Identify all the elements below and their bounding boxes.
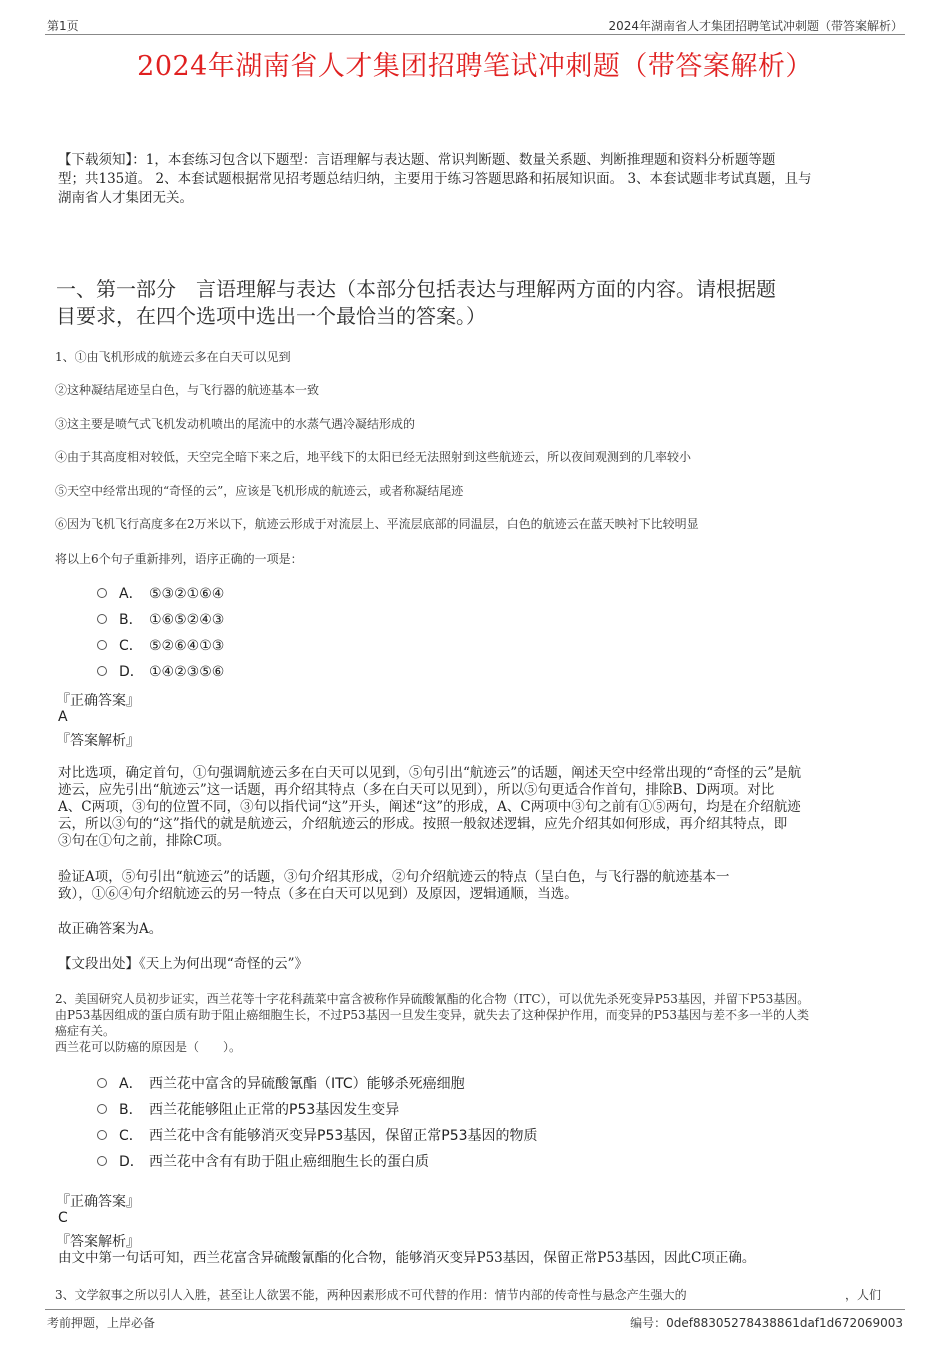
explanation-line: ③句在①句之前，排除C项。 (58, 833, 231, 849)
q1-analysis-heading: 『答案解析』 (56, 733, 140, 749)
q1-option-c[interactable]: C． ⑤②⑥④①③ (97, 635, 224, 655)
page-number: 第1页 (47, 19, 79, 33)
footer-code (630, 1314, 903, 1331)
q2-option-d[interactable]: D． 西兰花中含有有助于阻止癌细胞生长的蛋白质 (97, 1151, 429, 1171)
radio-icon[interactable] (97, 1130, 107, 1140)
q2-answer: C (58, 1210, 68, 1226)
q2-option-a[interactable]: A． 西兰花中富含的异硫酸氰酯（ITC）能够杀死癌细胞 (97, 1073, 465, 1093)
section-heading-line: 一、第一部分 言语理解与表达（本部分包括表达与理解两方面的内容。请根据题 (56, 277, 776, 301)
q1-conclusion: 故正确答案为A。 (58, 921, 163, 937)
q1-sentence-3: ③这主要是喷气式飞机发动机喷出的尾流中的水蒸气遇冷凝结形成的 (55, 417, 416, 431)
q1-answer-heading: 『正确答案』 (56, 693, 140, 709)
q1-prompt: 将以上6个句子重新排列，语序正确的一项是： (55, 552, 303, 566)
q1-option-d[interactable]: D． ①④②③⑤⑥ (97, 661, 224, 681)
radio-icon[interactable] (97, 666, 107, 676)
q2-stem-line: 由P53基因组成的蛋白质有助于阻止癌细胞生长，不过P53基因一旦发生变异，就失去了这种保护作用，而变异的P53基因与差不多一半的人类 (55, 1008, 810, 1022)
page-title: 2024年湖南省人才集团招聘笔试冲刺题（带答案解析） (137, 51, 813, 82)
footer-slogan: 考前押题，上岸必备 (47, 1316, 156, 1330)
explanation-line: A、C两项，③句的位置不同，③句以指代词“这”开头，阐述“这”的形成，A、C两项中③句之前有①⑤两句，均是在介绍航迹 (58, 799, 801, 815)
header-doc-title: 2024年湖南省人才集团招聘笔试冲刺题（带答案解析） (608, 19, 903, 33)
explanation-line: 对比选项，确定首句，①句强调航迹云多在白天可以见到，⑤句引出“航迹云”的话题，阐述天空中经常出现的“奇怪的云”是航 (58, 765, 802, 781)
notice-line: 湖南省人才集团无关。 (58, 190, 193, 206)
notice-line: 【下载须知】：1，本套练习包含以下题型：言语理解与表达题、常识判断题、数量关系题、判断推理题和资料分析题等题 (58, 152, 776, 168)
radio-icon[interactable] (97, 1078, 107, 1088)
q2-option-b[interactable]: B． 西兰花能够阻止正常的P53基因发生变异 (97, 1099, 399, 1119)
q2-option-c[interactable]: C． 西兰花中含有能够消灭变异P53基因，保留正常P53基因的物质 (97, 1125, 538, 1145)
explanation-line: 致），①⑥④句介绍航迹云的另一特点（多在白天可以见到）及原因，逻辑通顺，当选。 (58, 886, 578, 902)
footer-divider (45, 1309, 905, 1310)
q1-source: 【文段出处】《天上为何出现“奇怪的云”》 (58, 956, 309, 972)
download-notice (58, 151, 903, 208)
q2-stem (55, 991, 915, 1055)
q3-stem: 3、文学叙事之所以引人入胜，甚至让人欲罢不能，两种因素形成不可代替的作用：情节内部的传奇性与悬念产生强大的 (55, 1288, 687, 1302)
q2-stem-line: 2、美国研究人员初步证实，西兰花等十字花科蔬菜中富含被称作异硫酸氰酯的化合物（ITC），可以优先杀死变异P53基因，并留下P53基因。 (55, 992, 810, 1006)
header-divider (45, 34, 905, 35)
explanation-line: 迹云，应先引出“航迹云”这一话题，再介绍其特点（多在白天可以见到），所以⑤句更适合作首句，排除B、D两项。对比 (58, 782, 775, 798)
notice-line: 型；共135道。 2、本套试题根据常见招考题总结归纳，主要用于练习答题思路和拓展知识面。 3、本套试题非考试真题，且与 (58, 171, 812, 187)
footer-code-value: 0def88305278438861daf1d672069003 (666, 1316, 903, 1330)
q1-explanation-1 (58, 765, 908, 850)
radio-icon[interactable] (97, 1104, 107, 1114)
radio-icon[interactable] (97, 1156, 107, 1166)
q2-stem-line: 癌症有关。 (55, 1024, 116, 1038)
q1-answer: A (58, 709, 68, 725)
radio-icon[interactable] (97, 588, 107, 598)
q1-option-b[interactable]: B． ①⑥⑤②④③ (97, 609, 224, 629)
q1-sentence-2: ②这种凝结尾迹呈白色，与飞行器的航迹基本一致 (55, 383, 320, 397)
section-heading-line: 目要求，在四个选项中选出一个最恰当的答案。） (56, 304, 486, 328)
q2-prompt: 西兰花可以防癌的原因是（ ）。 (55, 1040, 242, 1054)
q3-stem-tail: ，人们 (845, 1288, 882, 1302)
explanation-line: 云，所以③句的“这”指代的就是航迹云，介绍航迹云的形成。按照一般叙述逻辑，应先介绍其如何形成，再介绍其特点，即 (58, 816, 788, 832)
q2-analysis-heading: 『答案解析』 (56, 1234, 140, 1250)
section-heading (56, 276, 906, 330)
radio-icon[interactable] (97, 640, 107, 650)
radio-icon[interactable] (97, 614, 107, 624)
footer-code-label: 编号： (630, 1316, 667, 1330)
q1-explanation-2 (58, 869, 908, 903)
q2-answer-heading: 『正确答案』 (56, 1194, 140, 1210)
q1-sentence-1: 1、①由飞机形成的航迹云多在白天可以见到 (55, 350, 291, 364)
explanation-line: 验证A项，⑤句引出“航迹云”的话题，③句介绍其形成，②句介绍航迹云的特点（呈白色，与飞行器的航迹基本一 (58, 869, 730, 885)
q1-sentence-4: ④由于其高度相对较低，天空完全暗下来之后，地平线下的太阳已经无法照射到这些航迹云，所以夜间观测到的几率较小 (55, 450, 692, 464)
q2-explanation: 由文中第一句话可知，西兰花富含异硫酸氰酯的化合物，能够消灭变异P53基因，保留正常P53基因，因此C项正确。 (58, 1250, 756, 1266)
q1-option-a[interactable]: A． ⑤③②①⑥④ (97, 583, 224, 603)
q1-sentence-5: ⑤天空中经常出现的“奇怪的云”，应该是飞机形成的航迹云，或者称凝结尾迹 (55, 484, 464, 498)
q1-sentence-6: ⑥因为飞机飞行高度多在2万米以下，航迹云形成于对流层上、平流层底部的同温层，白色的航迹云在蓝天映衬下比较明显 (55, 517, 699, 531)
